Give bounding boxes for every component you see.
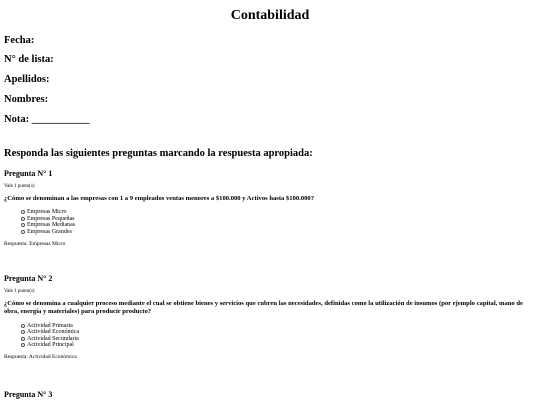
question-text: ¿Cómo se denominan a las empresas con 1 a 9 empleados ventas menores a $100.000 y Activos hasta $100.000? <box>4 195 315 202</box>
option-label: Actividad Secundaria <box>27 335 79 342</box>
field-surnames: Apellidos: <box>4 74 50 85</box>
option-label: Empresas Micro <box>27 209 67 216</box>
question-2 <box>4 274 536 360</box>
question-heading: Pregunta N° 3 <box>4 390 53 399</box>
option-label: Actividad Principal <box>27 342 74 349</box>
question-3 <box>4 390 536 399</box>
question-points: Vale 1 punto(s) <box>4 289 35 294</box>
question-text: ¿Cómo se denomina a cualquier proceso mediante el cual se obtiene bienes y servicios que cubren las necesidades, definidas como la utilización de insumos (por ejemplo capital, mano de obra, energía y materiales) para producir producto? <box>4 300 523 316</box>
options-list <box>21 322 536 348</box>
question-points: Vale 1 punto(s) <box>4 184 35 189</box>
field-grade: Nota: ___________ <box>4 114 90 125</box>
radio-button[interactable] <box>21 324 25 328</box>
radio-button[interactable] <box>21 343 25 347</box>
option-label: Empresas Medianas <box>27 222 76 229</box>
radio-button[interactable] <box>21 223 25 227</box>
radio-button[interactable] <box>21 230 25 234</box>
radio-button[interactable] <box>21 330 25 334</box>
option-label: Actividad Primaria <box>27 322 73 329</box>
option[interactable] <box>21 342 536 349</box>
page-title: Contabilidad <box>230 8 310 23</box>
answer-text: Respuesta: Actividad Económica <box>4 354 77 361</box>
options-list <box>21 209 536 235</box>
question-heading: Pregunta N° 2 <box>4 274 53 283</box>
field-date: Fecha: <box>4 35 35 46</box>
radio-button[interactable] <box>21 210 25 214</box>
option[interactable] <box>21 229 536 236</box>
answer-text: Respuesta: Empresas Micro <box>4 241 66 248</box>
question-heading: Pregunta N° 1 <box>4 169 53 178</box>
question-1 <box>4 169 536 247</box>
radio-button[interactable] <box>21 217 25 221</box>
field-list-number: N° de lista: <box>4 54 54 65</box>
radio-button[interactable] <box>21 337 25 341</box>
option-label: Empresas Pequeñas <box>27 215 75 222</box>
field-names: Nombres: <box>4 94 49 105</box>
instructions: Responda las siguientes preguntas marcando la respuesta apropiada: <box>4 148 313 159</box>
option-label: Empresas Grandes <box>27 228 72 235</box>
option-label: Actividad Económica <box>27 329 80 336</box>
